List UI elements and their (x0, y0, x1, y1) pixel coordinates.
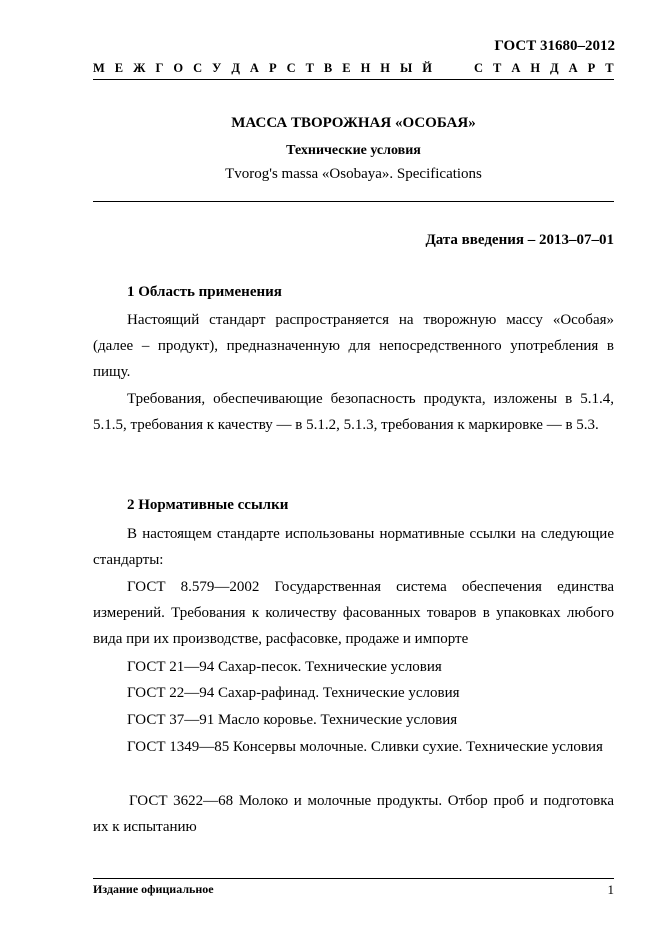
letter: Й (422, 61, 432, 75)
letter: А (511, 61, 521, 75)
letter: Ж (133, 61, 146, 75)
letter: А (568, 61, 578, 75)
document-title: МАССА ТВОРОЖНАЯ «ОСОБАЯ» (231, 115, 476, 131)
letter: Е (114, 61, 124, 75)
letter: Д (550, 61, 559, 75)
letter: Ы (400, 61, 413, 75)
normative-reference: ГОСТ 3622—68 Молоко и молочные продукты. Отбор проб и подготовка их к испытанию (93, 793, 614, 835)
section-2-heading: 2 Нормативные ссылки (127, 497, 289, 513)
letter: С (473, 61, 483, 75)
letter: Т (305, 61, 314, 75)
introduction-date: Дата введения – 2013–07–01 (425, 232, 614, 248)
normative-reference: ГОСТ 37—91 Масло коровье. Технические условия (127, 712, 458, 728)
document-subtitle: Технические условия (286, 143, 421, 158)
document-english-title: Tvorog's massa «Osobaya». Specifications (225, 166, 482, 182)
normative-reference: ГОСТ 22—94 Сахар-рафинад. Технические условия (127, 685, 460, 701)
interstate-standard-label (93, 61, 614, 76)
letter: Н (360, 61, 371, 75)
section-1-paragraph: Требования, обеспечивающие безопасность продукта, изложены в 5.1.4, 5.1.5, требования к качеству — в 5.1.2, 5.1.3, требования к маркировке — в 5.3. (93, 391, 614, 433)
gost-number: ГОСТ 31680–2012 (494, 38, 615, 54)
letter: Н (530, 61, 541, 75)
letter: В (323, 61, 333, 75)
page-number: 1 (607, 882, 614, 897)
letter: А (249, 61, 259, 75)
letter: О (173, 61, 184, 75)
normative-reference: ГОСТ 8.579—2002 Государственная система обеспечения единства измерений. Требования к количеству фасованных товаров в упаковках любого вида при их производстве, расфасовке, продаже и импорте (93, 579, 614, 647)
letter: Н (380, 61, 391, 75)
section-1-paragraph: Настоящий стандарт распространяется на творожную массу «Особая» (далее – продукт), предназначенную для непосредственного употребления в пищу. (93, 312, 614, 380)
letter: Г (155, 61, 164, 75)
letter: С (286, 61, 296, 75)
footer-divider (93, 878, 614, 879)
letter: Р (268, 61, 277, 75)
letter: Д (231, 61, 240, 75)
official-edition-label: Издание официальное (93, 882, 214, 896)
letter: С (193, 61, 203, 75)
header-divider (93, 79, 614, 80)
letter: Т (492, 61, 502, 75)
section-2-intro: В настоящем стандарте использованы нормативные ссылки на следующие стандарты: (93, 526, 614, 568)
letter: Р (587, 61, 596, 75)
title-divider (93, 201, 614, 202)
normative-reference: ГОСТ 1349—85 Консервы молочные. Сливки сухие. Технические условия (127, 739, 603, 755)
section-1-heading: 1 Область применения (127, 284, 282, 300)
normative-reference: ГОСТ 21—94 Сахар-песок. Технические условия (127, 659, 442, 675)
letter: М (93, 61, 105, 75)
letter: У (212, 61, 222, 75)
letter: Е (342, 61, 351, 75)
letter: Т (605, 61, 614, 75)
